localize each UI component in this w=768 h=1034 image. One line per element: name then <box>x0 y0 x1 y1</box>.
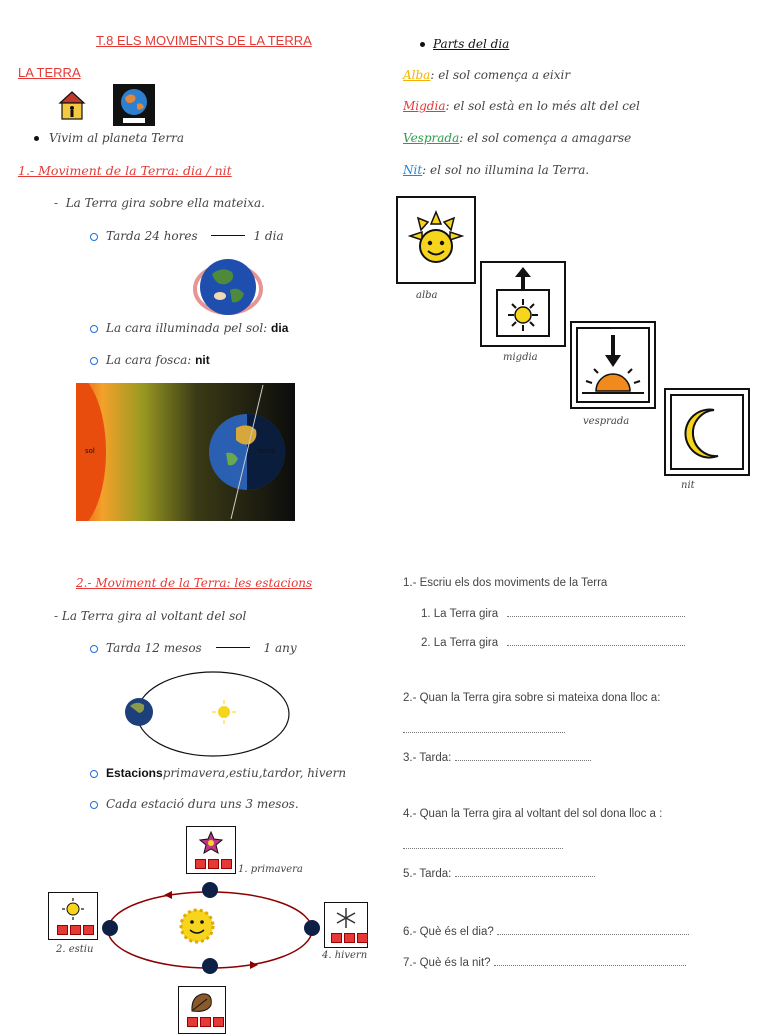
part-alba <box>403 68 570 82</box>
sunset-icon <box>572 323 654 407</box>
circle-bullet-icon <box>90 233 98 241</box>
question-1a: 1. La Terra gira <box>421 608 499 620</box>
part-nit <box>403 163 589 177</box>
question-1a-row <box>421 606 685 620</box>
season-card-summer <box>48 892 98 940</box>
answer-line-7[interactable] <box>494 955 686 966</box>
question-7: 7.- Què és la nit? <box>403 957 491 969</box>
dark-side-text: La cara fosca: <box>106 353 192 367</box>
question-1b: 2. La Terra gira <box>421 637 499 649</box>
arrow-right-icon <box>216 647 250 648</box>
answer-line-3[interactable] <box>455 750 591 761</box>
item-lit-side <box>90 321 288 335</box>
sun-earth-illustration <box>76 383 295 521</box>
picto-migdia <box>480 261 566 347</box>
caption-alba: alba <box>416 290 438 301</box>
heading-seasons: 2.- Moviment de la Terra: les estacions <box>76 576 313 590</box>
item-seasons <box>90 766 346 780</box>
picto-nit <box>664 388 750 476</box>
arrow-right-icon <box>211 235 245 236</box>
part-migdia-desc: : el sol està en lo més alt del cel <box>445 99 640 113</box>
moon-icon <box>666 390 748 474</box>
caption-nit: nit <box>681 480 695 491</box>
page-title: T.8 ELS MOVIMENTS DE LA TERRA <box>96 33 312 48</box>
season-bar <box>195 859 232 869</box>
time-24h-result: 1 dia <box>253 229 284 243</box>
sun-up-arrow-icon <box>482 263 564 345</box>
leaf-icon <box>189 991 215 1015</box>
answer-line-2[interactable] <box>403 722 565 733</box>
part-alba-desc: : el sol comença a eixir <box>430 68 571 82</box>
season-bar <box>187 1017 224 1027</box>
flower-icon <box>199 831 223 855</box>
time-12m-result: 1 any <box>263 641 297 655</box>
question-6-row <box>403 924 689 938</box>
answer-line-6[interactable] <box>497 924 689 935</box>
season-card-winter <box>324 902 368 948</box>
part-migdia <box>403 99 640 113</box>
circle-bullet-icon <box>90 357 98 365</box>
seasons-word: Estacions <box>106 766 163 780</box>
rotating-earth-image <box>192 256 264 318</box>
dash-row-rotation <box>54 196 265 210</box>
dash-mark: - <box>54 196 66 210</box>
sun-label: sol <box>85 447 95 455</box>
question-6: 6.- Què és el dia? <box>403 926 494 938</box>
question-3-row <box>403 750 591 764</box>
part-nit-desc: : el sol no illumina la Terra. <box>422 163 590 177</box>
seasons-diagram <box>44 822 374 1024</box>
part-alba-name: Alba <box>403 68 431 82</box>
answer-line-1a[interactable] <box>507 606 685 617</box>
part-nit-name: Nit <box>403 163 423 177</box>
answer-line-5[interactable] <box>455 866 595 877</box>
dash-rotation-text: La Terra gira sobre ella mateixa. <box>65 196 265 210</box>
part-migdia-name: Migdia <box>403 99 446 113</box>
label-summer: 2. estiu <box>56 944 94 955</box>
bullet-icon <box>420 42 425 47</box>
question-5: 5.- Tarda: <box>403 868 452 880</box>
label-winter: 4. hivern <box>322 950 368 961</box>
caption-vesprada: vesprada <box>583 416 630 427</box>
part-vesprada-desc: : el sol comença a amagarse <box>459 131 632 145</box>
answer-line-4[interactable] <box>403 838 563 849</box>
time-12m-text: Tarda 12 mesos <box>106 641 202 655</box>
earth-label: terra <box>258 447 275 455</box>
circle-bullet-icon <box>90 770 98 778</box>
picto-alba <box>396 196 476 284</box>
caption-migdia: migdia <box>503 352 538 363</box>
question-7-row <box>403 955 686 969</box>
dash-revolution: - La Terra gira al voltant del sol <box>54 609 247 623</box>
sun-face-icon <box>404 206 468 272</box>
item-duration <box>90 797 299 811</box>
parts-heading: Parts del dia <box>433 37 510 51</box>
item-time-12m <box>90 641 297 655</box>
seasons-list: primavera,estiu,tardor, hivern <box>162 766 347 780</box>
item-time-24h <box>90 229 284 243</box>
season-bar <box>331 933 368 943</box>
question-2: 2.- Quan la Terra gira sobre si mateixa dona lloc a: <box>403 692 661 704</box>
item-dark-side <box>90 353 210 367</box>
circle-bullet-icon <box>90 801 98 809</box>
circle-bullet-icon <box>90 325 98 333</box>
question-3: 3.- Tarda: <box>403 752 452 764</box>
question-5-row <box>403 866 595 880</box>
bullet-icon <box>34 136 39 141</box>
circle-bullet-icon <box>90 645 98 653</box>
section-label: LA TERRA <box>18 65 81 80</box>
earth-picto-icon <box>113 84 155 126</box>
season-bar <box>57 925 94 935</box>
snowflake-icon <box>335 907 357 929</box>
parts-heading-row <box>420 37 509 51</box>
house-icon <box>58 90 86 120</box>
question-1b-row <box>421 635 685 649</box>
bullet-row-planet <box>34 131 184 145</box>
duration-text: Cada estació dura uns 3 mesos. <box>106 797 299 811</box>
bullet-planet-text: Vivim al planeta Terra <box>49 131 185 145</box>
season-card-spring <box>186 826 236 874</box>
question-1: 1.- Escriu els dos moviments de la Terra <box>403 577 608 589</box>
heading-day-night: 1.- Moviment de la Terra: dia / nit <box>18 163 232 178</box>
dark-side-word: nit <box>195 353 210 367</box>
part-vesprada <box>403 131 631 145</box>
sun-icon <box>61 897 85 921</box>
label-spring: 1. primavera <box>238 864 303 875</box>
answer-line-1b[interactable] <box>507 635 685 646</box>
season-card-autumn <box>178 986 226 1034</box>
time-24h-text: Tarda 24 hores <box>106 229 198 243</box>
picto-vesprada <box>570 321 656 409</box>
part-vesprada-name: Vesprada <box>403 131 460 145</box>
lit-side-text: La cara illuminada pel sol: <box>106 321 268 335</box>
lit-side-word: dia <box>271 321 289 335</box>
orbit-illustration <box>118 668 294 762</box>
question-4: 4.- Quan la Terra gira al voltant del sol dona lloc a : <box>403 808 663 820</box>
